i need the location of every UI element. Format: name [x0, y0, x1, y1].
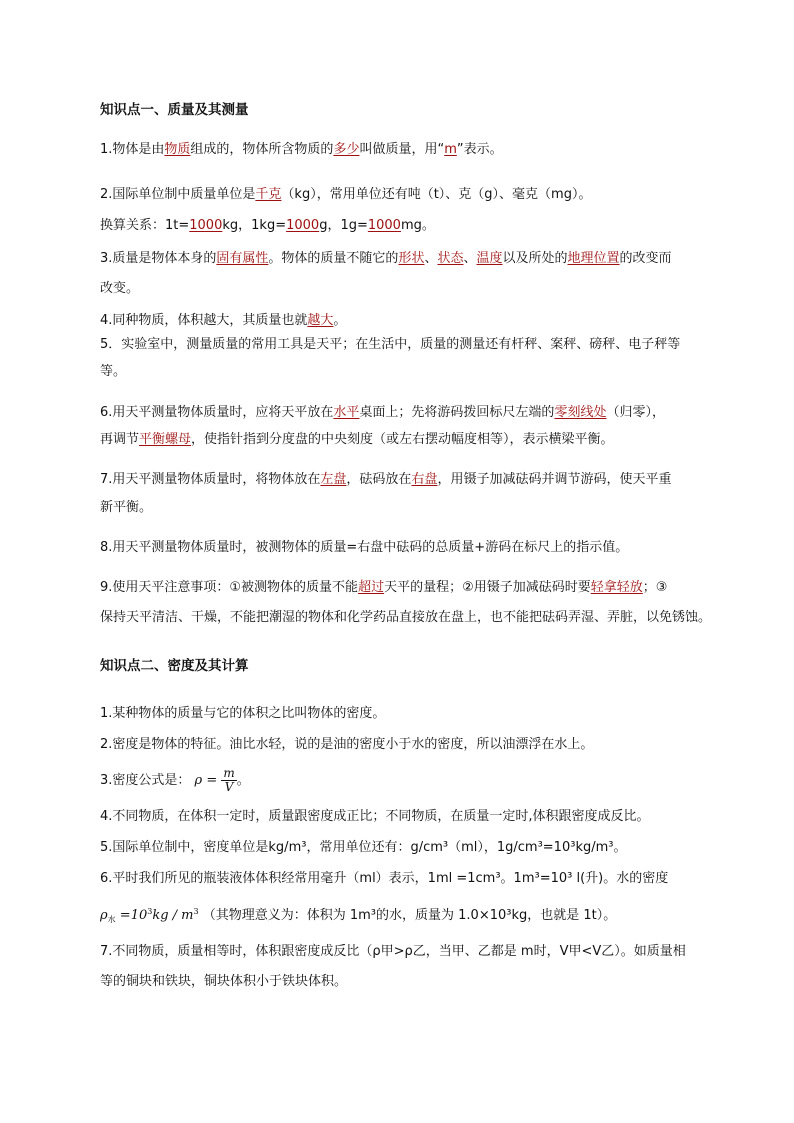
s1-paragraph-9-line2: 保持天平清洁、干燥，不能把潮湿的物体和化学药品直接放在盘上，也不能把砝码弄湿、弄脏，以免锈蚀。 — [100, 610, 712, 625]
s2-paragraph-1: 1.某种物体的质量与它的体积之比叫物体的密度。 — [100, 706, 386, 721]
s1-paragraph-6-line2: 再调节平衡螺母，使指针指到分度盘的中央刻度（或左右摆动幅度相等），表示横梁平衡。 — [100, 432, 614, 447]
s2-paragraph-7: 7.不同物质，质量相等时，体积跟密度成反比（ρ甲>ρ乙，当甲、乙都是 m时，V甲<V乙）。如质量相 — [100, 944, 686, 959]
s2-paragraph-3: 3.密度公式是： ρ = $\frac{m}{V}$ 。 — [100, 766, 250, 794]
s1-paragraph-2: 2.国际单位制中质量单位是千克（kg），常用单位还有吨（t）、克（g）、毫克（mg）。 — [100, 187, 592, 202]
s1-paragraph-6: 6.用天平测量物体质量时，应将天平放在水平桌面上；先将游码拨回标尺左端的零刻线处（归零）， — [100, 405, 665, 420]
s2-paragraph-6-line2: $\rho_水 =10^3kg / m^3$ （其物理意义为：体积为 1m³的水，质量为 1.0×10³kg，也就是 1t）。 — [100, 907, 617, 924]
s2-paragraph-2: 2.密度是物体的特征。油比水轻，说的是油的密度小于水的密度，所以油漂浮在水上。 — [100, 737, 594, 752]
section2-title: 知识点二、密度及其计算 — [100, 658, 249, 674]
s1-paragraph-4: 4.同种物质，体积越大，其质量也就越大。 — [100, 313, 347, 328]
s2-paragraph-6: 6.平时我们所见的瓶装液体体积经常用毫升（ml）表示，1ml =1cm³。1m³=10³ l(升)。水的密度 — [100, 871, 669, 886]
s1-paragraph-1: 1.物体是由物质组成的，物体所含物质的多少叫做质量，用“m”表示。 — [100, 142, 503, 157]
s2-paragraph-7-line2: 等的铜块和铁块，铜块体积小于铁块体积。 — [100, 974, 348, 989]
s1-paragraph-8: 8.用天平测量物体质量时，被测物体的质量=右盘中砝码的总质量+游码在标尺上的指示值。 — [100, 540, 629, 555]
density-fraction: $\frac{m}{V}$ — [223, 766, 235, 794]
s1-paragraph-5: 5．实验室中，测量质量的常用工具是天平；在生活中，质量的测量还有杆秤、案秤、磅秤、电子秤等 — [100, 337, 681, 352]
s1-paragraph-7: 7.用天平测量物体质量时，将物体放在左盘，砝码放在右盘，用镊子加减砝码并调节游码，使天平重 — [100, 472, 672, 487]
water-density-formula: $\rho_水 =10^3kg / m^3$ — [100, 907, 199, 924]
rho-symbol: ρ — [194, 773, 203, 788]
s1-paragraph-5-line2: 等。 — [100, 364, 127, 379]
s1-paragraph-9: 9.使用天平注意事项：①被测物体的质量不能超过天平的量程；②用镊子加减砝码时要轻拿轻放；③ — [100, 580, 668, 595]
s1-paragraph-3: 3.质量是物体本身的固有属性。物体的质量不随它的形状、状态、温度以及所处的地理位置的改变而 — [100, 251, 672, 266]
section1-title: 知识点一、质量及其测量 — [100, 102, 249, 118]
s2-paragraph-4: 4.不同物质，在体积一定时，质量跟密度成正比；不同物质，在质量一定时,体积跟密度成反比。 — [100, 809, 650, 824]
s1-conversion: 换算关系：1t=1000kg，1kg=1000g，1g=1000mg。 — [100, 218, 435, 233]
s1-paragraph-3-line2: 改变。 — [100, 281, 140, 296]
s2-paragraph-5: 5.国际单位制中，密度单位是kg/m³，常用单位还有：g/cm³（ml），1g/cm³=10³kg/m³。 — [100, 840, 627, 855]
s1-paragraph-7-line2: 新平衡。 — [100, 500, 153, 515]
